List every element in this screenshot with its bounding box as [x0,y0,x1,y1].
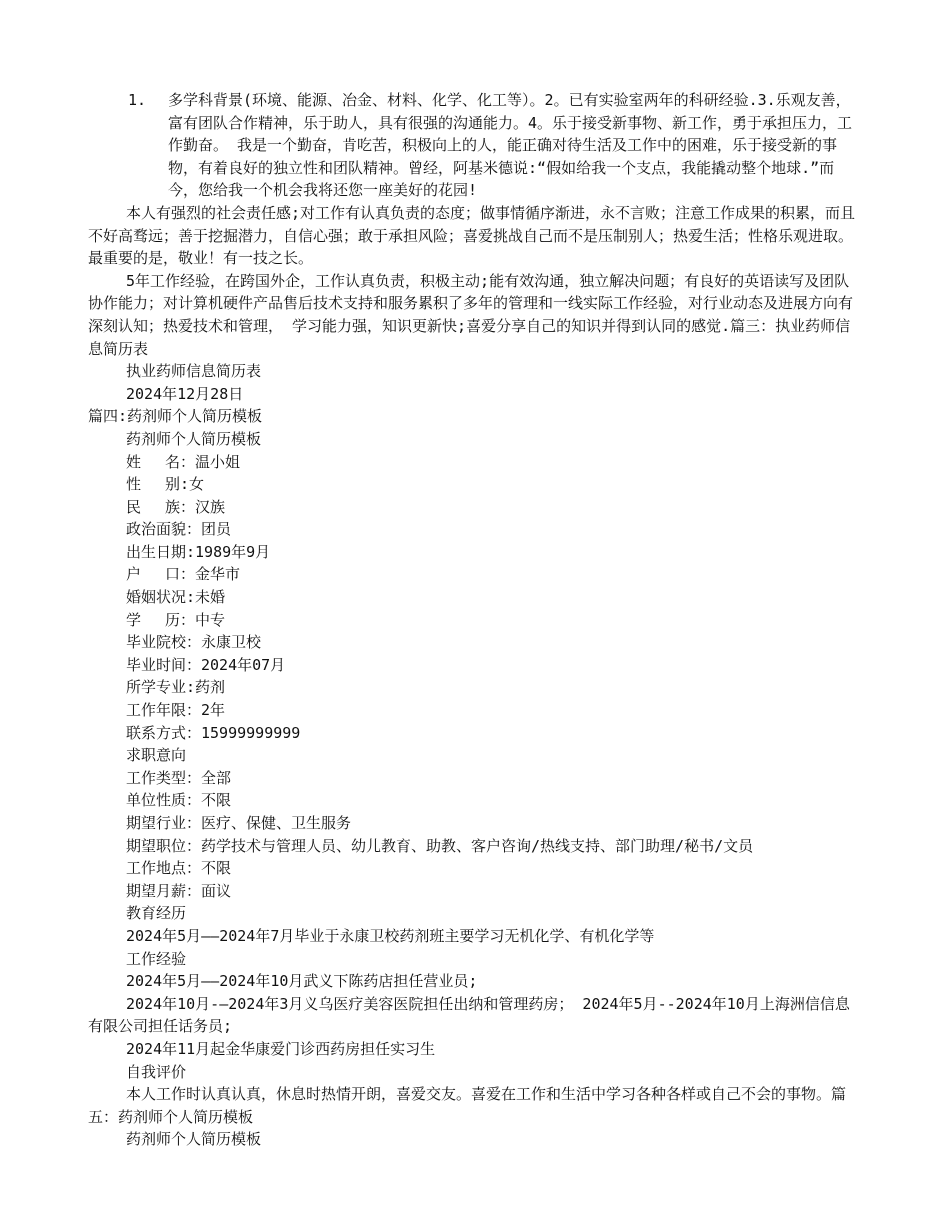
field-job-type: 工作类型：全部 [126,768,232,787]
section3-title: 执业药师信息简历表 [126,362,262,381]
field-education: 学 历：中专 [126,610,226,629]
list-item-text: 多学科背景(环境、能源、冶金、材料、化学、化工等）。2。已有实验室两年的科研经验.3.乐观友善，富有团队合作精神，乐于助人，具有很强的沟通能力。4。乐于接受新事物、新工作，勇于承担压力，工作勤奋。 我是一个勤奋，肯吃苦，积极向上的人，能正确对待生活及工作中的困难，乐于接受新的事物，有着良好的独立性和团队精神。曾经，阿基米德说:“假如给我一个支点，我能撬动整个地球.”而今，您给我一个机会我将还您一座美好的花园! [168,91,853,200]
numbered-list-item [88,89,862,202]
paragraph-experience: 5年工作经验，在跨国外企，工作认真负责，积极主动;能有效沟通，独立解决问题；有良好的英语读写及团队协作能力；对计算机硬件产品售后技术支持和服务累积了多年的管理和一线实际工作经验，对行业动态及进展方向有深刻认知；热爱技术和管理， 学习能力强，知识更新快;喜爱分享自己的知识并得到认同的感觉.篇三：执业药师信息简历表 [88,271,854,358]
field-gender: 性 别:女 [126,475,205,494]
section4-title: 药剂师个人简历模板 [126,429,262,448]
education-text: 2024年5月——2024年7月毕业于永康卫校药剂班主要学习无机化学、有机化学等 [126,926,655,945]
field-ethnicity: 民 族：汉族 [126,497,226,516]
field-expected-position: 期望职位：药学技术与管理人员、幼儿教育、助教、客户咨询/热线支持、部门助理/秘书/文员 [126,836,754,855]
field-major: 所学专业:药剂 [126,678,226,697]
self-evaluation-heading: 自我评价 [126,1062,187,1081]
section5-title: 药剂师个人简历模板 [126,1130,262,1149]
paragraph-personality: 本人有强烈的社会责任感;对工作有认真负责的态度；做事情循序渐进，永不言败；注意工作成果的积累，而且不好高骛远；善于挖掘潜力，自信心强；敢于承担风险；喜爱挑战自己而不是压制别人；热爱生活；性格乐观进取。最重要的是，敬业！有一技之长。 [88,203,856,268]
personal-info-fields [88,451,862,745]
field-expected-salary: 期望月薪：面议 [126,881,232,900]
field-work-location: 工作地点：不限 [126,859,232,878]
work-experience-heading: 工作经验 [126,949,187,968]
field-marital-status: 婚姻状况:未婚 [126,588,226,607]
field-school: 毕业院校：永康卫校 [126,633,262,652]
job-intent-fields [88,767,862,903]
field-name: 姓 名：温小姐 [126,452,241,471]
self-evaluation-text: 本人工作时认真认真，休息时热情开朗，喜爱交友。喜爱在工作和生活中学习各种各样或自己不会的事物。篇五：药剂师个人简历模板 [88,1085,847,1126]
education-heading: 教育经历 [126,904,187,923]
work-experience-line: 2024年11月起金华康爱门诊西药房担任实习生 [126,1039,436,1058]
work-experience-line: 2024年5月——2024年10月武义下陈药店担任营业员; [126,972,478,991]
field-hukou: 户 口：金华市 [126,565,241,584]
field-political-status: 政治面貌：团员 [126,520,232,539]
section3-date: 2024年12月28日 [126,384,244,403]
field-contact: 联系方式：15999999999 [126,723,301,742]
field-expected-industry: 期望行业：医疗、保健、卫生服务 [126,814,352,832]
list-number: 1. [128,91,147,109]
field-work-years: 工作年限：2年 [126,701,226,720]
field-birth-date: 出生日期:1989年9月 [126,542,271,561]
field-graduation-date: 毕业时间：2024年07月 [126,655,286,674]
section4-heading: 篇四:药剂师个人简历模板 [88,407,263,426]
field-unit-nature: 单位性质：不限 [126,791,232,810]
job-intent-heading: 求职意向 [126,746,187,765]
work-experience-line: 2024年10月-—2024年3月义乌医疗美容医院担任出纳和管理药房； 2024年5月--2024年10月上海洲信信息有限公司担任话务员; [88,994,850,1036]
